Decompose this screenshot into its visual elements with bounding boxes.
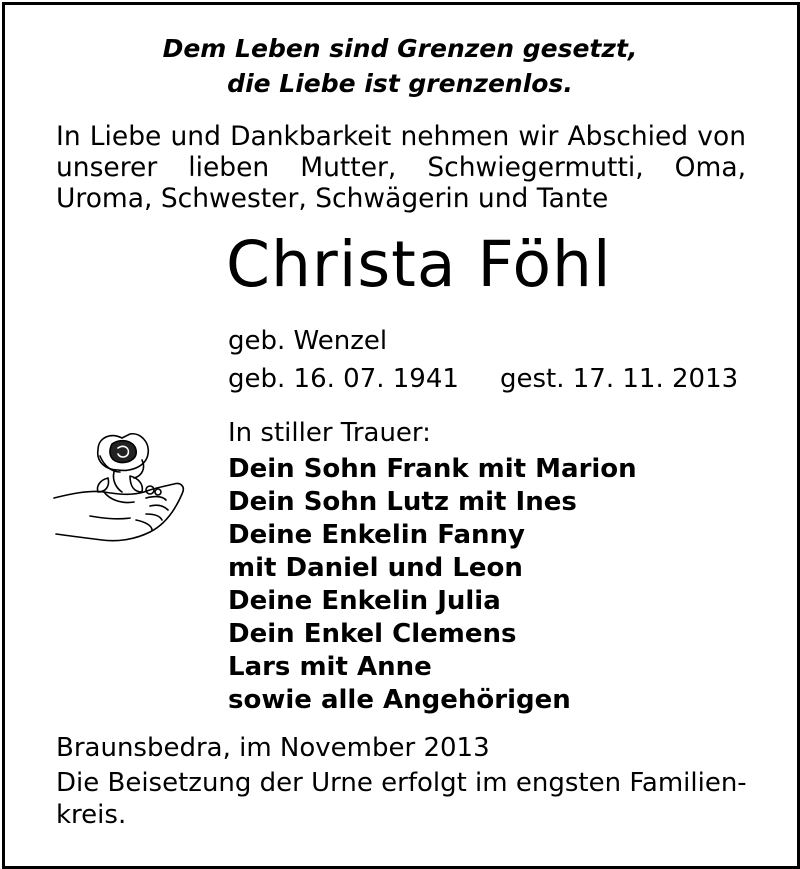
deceased-name: Christa Föhl <box>226 228 612 301</box>
intro-text <box>56 121 746 214</box>
burial-line-2: kreis. <box>56 800 127 830</box>
mourning-heading: In stiller Trauer: <box>228 418 431 448</box>
mourner-line: Dein Enkel Clemens <box>228 619 517 649</box>
mourner-line: mit Daniel und Leon <box>228 553 523 583</box>
mourner-line: Deine Enkelin Julia <box>228 586 501 616</box>
mourner-line: Deine Enkelin Fanny <box>228 520 525 550</box>
place-date: Braunsbedra, im November 2013 <box>56 733 490 763</box>
intro-line-3: Uroma, Schwester, Schwägerin und Tante <box>56 183 609 214</box>
mourner-line: Dein Sohn Lutz mit Ines <box>228 487 577 517</box>
birth-name: geb. Wenzel <box>228 326 388 356</box>
mourner-line: sowie alle Angehörigen <box>228 685 571 715</box>
death-date: gest. 17. 11. 2013 <box>500 364 739 394</box>
intro-line-1: In Liebe und Dankbarkeit nehmen wir Abschied von <box>56 121 746 152</box>
motto-line-2: die Liebe ist grenzenlos. <box>227 69 573 98</box>
motto-line-1: Dem Leben sind Grenzen gesetzt, <box>162 34 638 63</box>
mourner-line: Lars mit Anne <box>228 652 432 682</box>
rose-in-hand-icon <box>50 420 200 560</box>
intro-line-2: unserer lieben Mutter, Schwiegermutti, Oma, <box>56 152 746 183</box>
birth-date: geb. 16. 07. 1941 <box>228 364 459 394</box>
mourner-line: Dein Sohn Frank mit Marion <box>228 454 637 484</box>
burial-line-1: Die Beisetzung der Urne erfolgt im engsten Familien- <box>56 768 747 798</box>
